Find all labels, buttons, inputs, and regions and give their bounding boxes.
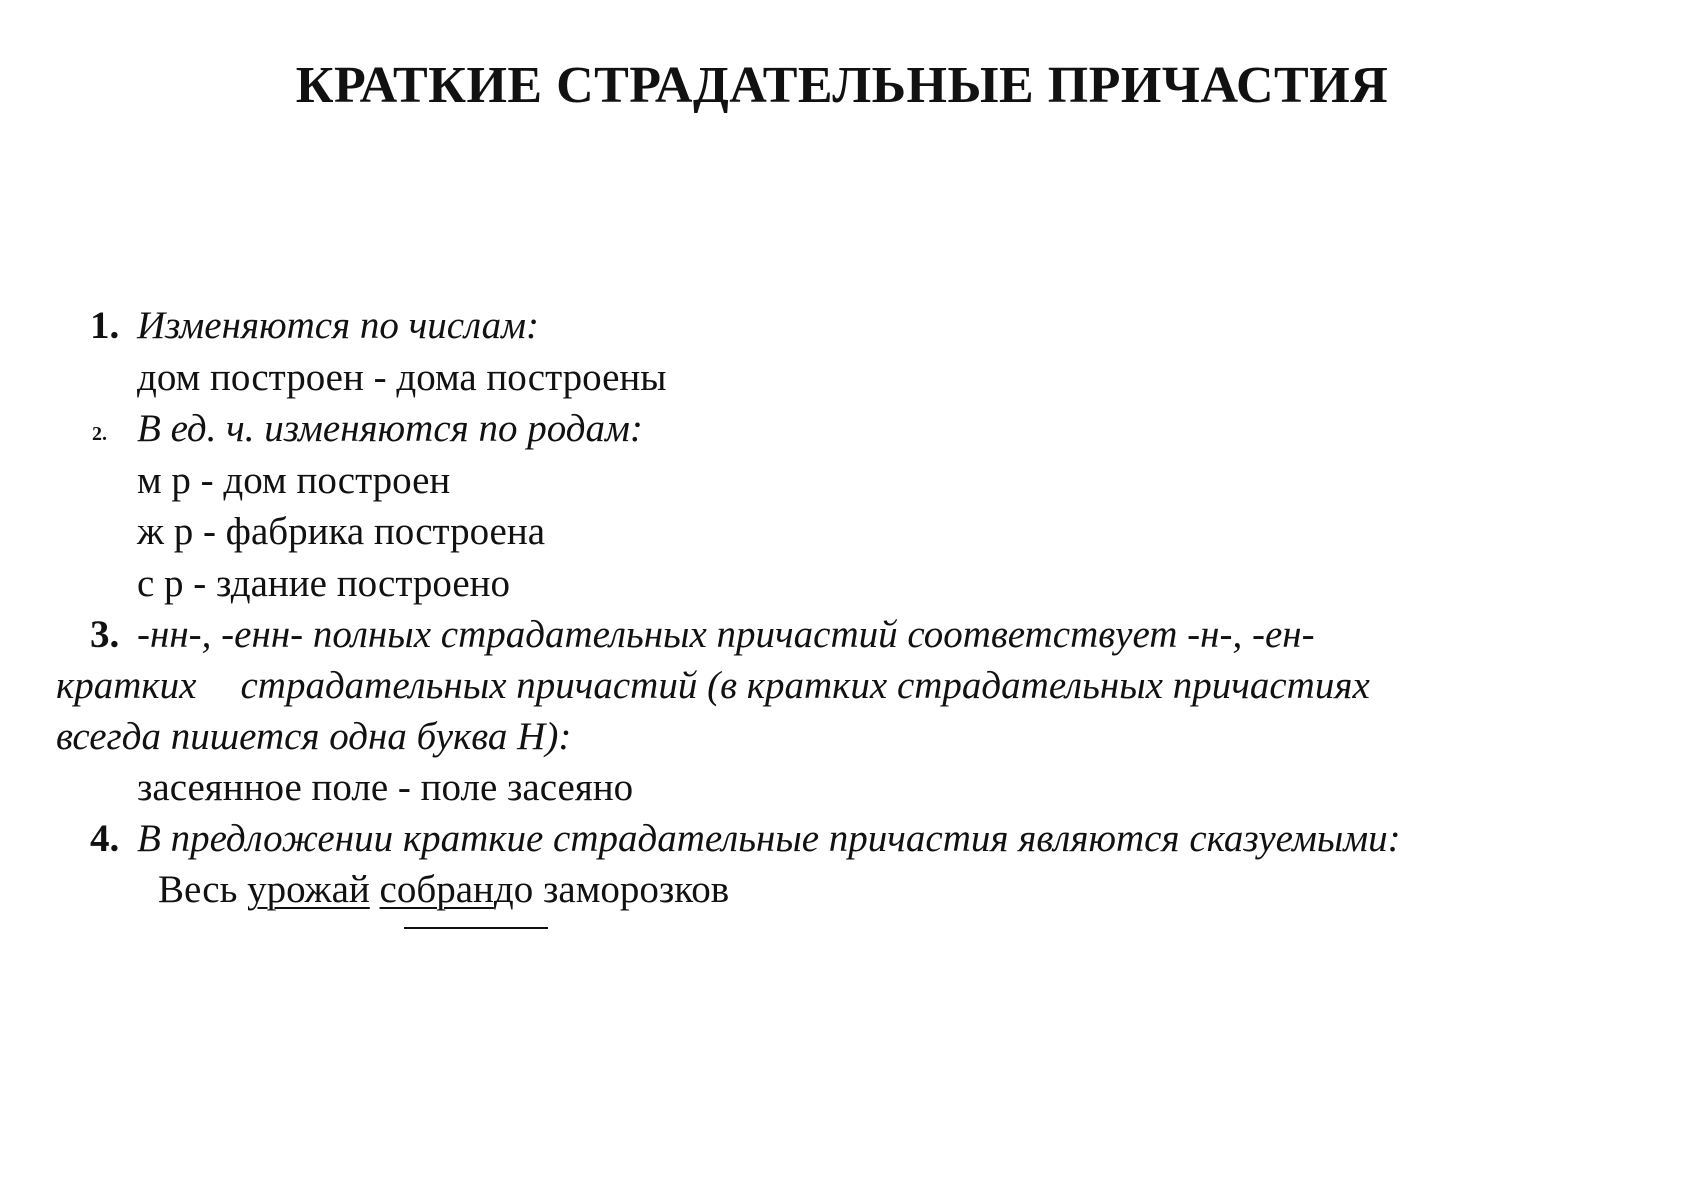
item-number-1: 1. xyxy=(90,304,120,347)
item-1-example: дом построен - дома построены xyxy=(137,356,667,399)
item-number-4: 4. xyxy=(90,817,120,860)
item-number-2: 2. xyxy=(92,423,107,445)
item-4-example-sentence xyxy=(158,870,729,909)
item-1-rule: Изменяются по числам: xyxy=(137,304,539,347)
item-number-3: 3. xyxy=(90,613,120,656)
item-2-example-masculine: м р - дом построен xyxy=(137,459,451,502)
page-title: КРАТКИЕ СТРАДАТЕЛЬНЫЕ ПРИЧАСТИЯ xyxy=(295,57,1389,114)
item-3-rule-line-2: кратких страдательных причастий (в кратких страдательных причастиях xyxy=(56,664,1370,707)
predicate-second-underline xyxy=(404,927,548,929)
item-3-rule-line-1: -нн-, -енн- полных страдательных причастий соответствует -н-, -ен- xyxy=(137,613,1315,656)
sentence-predicate: собран xyxy=(379,868,494,911)
sentence-tail: до заморозков xyxy=(493,868,730,911)
item-4-rule: В предложении краткие страдательные причастия являются сказуемыми: xyxy=(137,817,1401,860)
item-3-rule-line-3: всегда пишется одна буква Н): xyxy=(56,715,572,758)
item-2-rule: В ед. ч. изменяются по родам: xyxy=(137,407,643,450)
item-3-example: засеянное поле - поле засеяно xyxy=(137,766,634,809)
sentence-word-ves: Весь xyxy=(158,868,238,911)
item-2-example-feminine: ж р - фабрика построена xyxy=(137,510,546,553)
item-2-example-neuter: с р - здание построено xyxy=(137,562,511,605)
sentence-subject: урожай xyxy=(247,868,370,911)
